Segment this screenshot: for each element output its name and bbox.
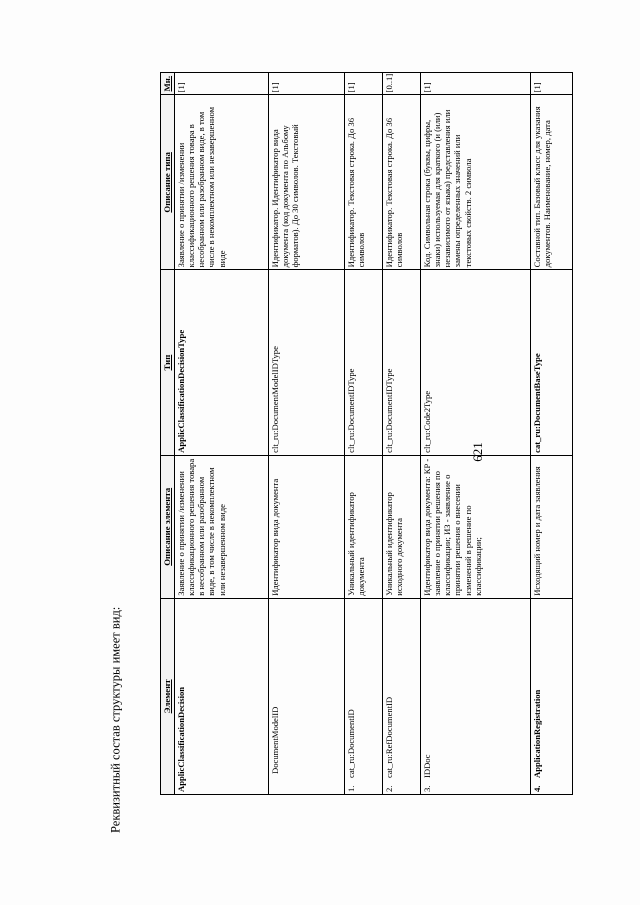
structure-table-wrapper (160, 72, 558, 795)
cell-element-description: Заявление о принятии /изменении классификационного решения товара в несобранном или разобранном виде, в том числе в некомплектном или незавершенном виде (175, 455, 269, 598)
header-element: Элемент (161, 598, 175, 794)
page-heading: Реквизитный состав структуры имеет вид: (108, 606, 123, 833)
cell-type: clt_ru:Code2Type (421, 270, 531, 456)
table-row (421, 73, 531, 795)
cell-multiplicity: [1] (175, 73, 269, 95)
header-type-description: Описание типа (161, 95, 175, 270)
table-row (175, 73, 269, 795)
table-row (383, 73, 421, 795)
cell-type-description: Идентификатор. Текстовая строка. До 36 символов (345, 95, 383, 270)
row-number: 1. (346, 785, 356, 792)
cell-type: clt_ru:DocumentIDType (345, 270, 383, 456)
element-name: ApplicClassificationDecision (176, 686, 186, 792)
cell-type: clt_ru:DocumentIDType (383, 270, 421, 456)
table-header-row (161, 73, 175, 795)
structure-table (160, 72, 573, 795)
cell-multiplicity: [1] (421, 73, 531, 95)
element-name: DocumentModelID (270, 706, 280, 774)
header-type: Тип (161, 270, 175, 456)
cell-type-description: Составной тип. Базовый класс для указания документов. Наименование, номер, дата (531, 95, 573, 270)
table-row (269, 73, 345, 795)
cell-element (269, 598, 345, 794)
element-name: cat_ru:RefDocumentID (384, 696, 394, 778)
cell-element-description: Уникальный идентификатор документа (345, 455, 383, 598)
cell-type: cat_ru:DocumentBaseType (531, 270, 573, 456)
cell-element-description: Уникальный идентификатор исходного документа (383, 455, 421, 598)
cell-element-description: Исходящий номер и дата заявления (531, 455, 573, 598)
table-row (345, 73, 383, 795)
cell-type-description: Код. Символьная строка (буквы, цифры, знаки) используемая для краткого (и (или) независимого от языка) представления или замены определенных значений или текстовых свойств. 2 символа (421, 95, 531, 270)
table-row (531, 73, 573, 795)
element-name: cat_ru:DocumentID (346, 709, 356, 778)
row-number: 3. (422, 785, 432, 792)
cell-type-description: Идентификатор. Текстовая строка. До 36 символов (383, 95, 421, 270)
cell-type-description: Идентификатор. Идентификатор вида документа (код документа по Альбому форматов). До 30 символов. Текстовый (269, 95, 345, 270)
cell-element (383, 598, 421, 794)
cell-element-description: Идентификатор вида документа (269, 455, 345, 598)
cell-type: ApplicClassificationDecisionType (175, 270, 269, 456)
cell-type-description: Заявление о принятии /изменении классификационного решения товара в несобранном или разобранном виде, в том числе в некомплектном или незавершенном виде (175, 95, 269, 270)
row-number: 4. (532, 785, 542, 792)
element-name: ApplicationRegistration (532, 689, 542, 778)
header-multiplicity: Мн. (161, 73, 175, 95)
element-name: IDDoc (422, 754, 432, 778)
cell-multiplicity: [1] (269, 73, 345, 95)
cell-type: clt_ru:DocumentModelIDType (269, 270, 345, 456)
cell-multiplicity: [1] (531, 73, 573, 95)
page-number: 621 (470, 442, 485, 462)
cell-element (531, 598, 573, 794)
header-element-description: Описание элемента (161, 455, 175, 598)
cell-element (421, 598, 531, 794)
cell-element (175, 598, 269, 794)
cell-element (345, 598, 383, 794)
cell-multiplicity: [1] (345, 73, 383, 95)
row-number: 2. (384, 785, 394, 792)
cell-element-description: Идентификатор вида документа: КР - заявление о принятии решения по классификации; ИЗ - заявление о принятии решения о внесении изменений в решение по классификации; (421, 455, 531, 598)
cell-multiplicity: [0..1] (383, 73, 421, 95)
